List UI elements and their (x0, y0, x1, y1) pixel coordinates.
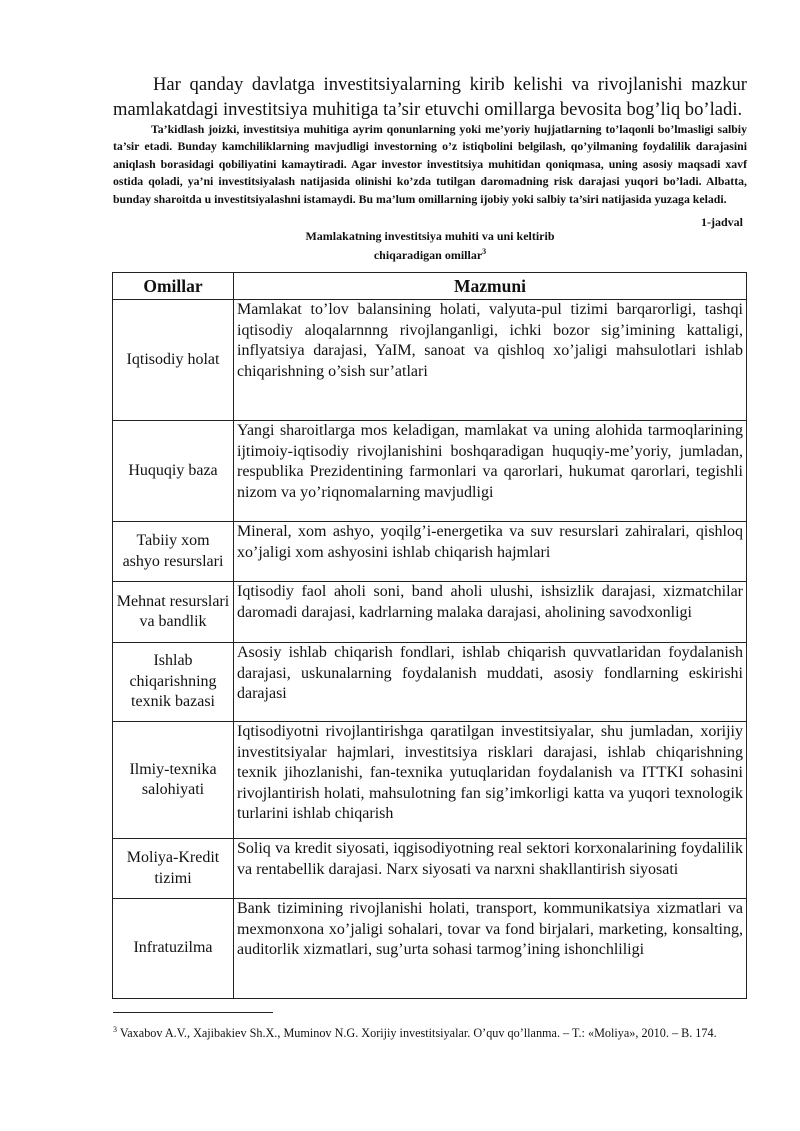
footnote-mark: 3 (113, 1025, 117, 1034)
table-row (113, 421, 747, 522)
table-row (113, 839, 747, 899)
intro-paragraph: Har qanday davlatga investitsiyalarning kirib kelishi va rivojlanishi mazkur mamlakatdagi investitsiya muhitiga ta’sir etuvchi omillarga bevosita bog’liq bo’ladi. (113, 74, 747, 120)
footnote-divider (113, 1012, 273, 1013)
factor-content: Bank tizimining rivojlanishi holati, transport, kommunikatsiya xizmatlari va mexmonxona xo’jaligi sohalari, tovar va fond birjalari, marketing, konsalting, auditorlik xizmatlari, sug’urta sohasi tarmog’ining ishonchliligi (234, 899, 747, 999)
table-row (113, 722, 747, 839)
factor-name: Ilmiy-texnika salohiyati (113, 722, 234, 839)
table-row (113, 522, 747, 582)
factor-name: Infratuzilma (113, 899, 234, 999)
factor-content: Iqtisodiy faol aholi soni, band aholi ulushi, ishsizlik darajasi, xizmatchilar daromadi darajasi, kadrlarning malaka darajasi, aholining savodxonligi (234, 582, 747, 643)
table-header-row (113, 273, 747, 300)
factor-name: Huquqiy baza (113, 421, 234, 522)
table-title-line2: chiqaradigan omillar (373, 248, 483, 262)
footnote (113, 1020, 747, 1043)
factor-name: Ishlab chiqarishning texnik bazasi (113, 643, 234, 722)
factor-content: Mamlakat to’lov balansining holati, valyuta-pul tizimi barqarorligi, tashqi iqtisodiy aloqalarnnng rivojlanganligi, ichki bozor sig’imining kattaligi, inflyatsiya darajasi, YaIM, sanoat va qishloq xo’jaligi mahsulotlari ishlab chiqarishning o’sish sur’atlari (234, 300, 747, 421)
factor-name: Tabiiy xom ashyo resurslari (113, 522, 234, 582)
footnote-text: Vaxabov A.V., Xajibakiev Sh.X., Muminov N.G. Xorijiy investitsiyalar. O’quv qo’llanma. – T.: «Moliya», 2010. – B. 174. (119, 1026, 717, 1041)
table-row (113, 300, 747, 421)
factor-name: Moliya-Kredit tizimi (113, 839, 234, 899)
bold-paragraph: Ta’kidlash joizki, investitsiya muhitiga ayrim qonunlarning yoki me’yoriy hujjatlarning to’laqonli bo’lmasligi salbiy ta’sir etadi. Bunday kamchiliklarning mavjudligi investorning o’z istiqbolini belgilash, qo’yilmaning foydalilik darajasini aniqlash borasidagi qobiliyatini kamaytiradi. Agar investor investitsiya muhitidan qoniqmasa, uning asosiy maqsadi xavf ostida qoladi, ya’ni investitsiyalash natijasida olinishi ko’zda tutilgan daromadning risk darajasi yuqori bo’ladi. Albatta, bunday sharoitda u investitsiyalashni istamaydi. Bu ma’lum omillarning ijobiy yoki salbiy ta’siri natijasida yuzaga keladi. (113, 122, 747, 206)
table-row (113, 899, 747, 999)
factor-content: Iqtisodiyotni rivojlantirishga qaratilgan investitsiyalar, shu jumladan, xorijiy investitsiyalar hajmlari, investitsiya risklari darajasi, ishlab chiqarishning texnik jihozlanishi, fan-texnika yutuqlaridan foydalanish va ITTKI sohasini rivojlantirish holati, mahsulotning fan sig’imkorligi katta va yuqori texnologik turlarini ishlab chiqarish (234, 722, 747, 839)
factors-table (112, 272, 747, 999)
factor-content: Soliq va kredit siyosati, iqgisodiyotning real sektori korxonalarining foydalilik va rentabellik darajasi. Narx siyosati va narxni shakllantirish siyosati (234, 839, 747, 899)
factor-content: Mineral, xom ashyo, yoqilg’i-energetika va suv resurslari zahiralari, qishloq xo’jaligi xom ashyosini ishlab chiqarish hajmlari (234, 522, 747, 582)
factor-content: Yangi sharoitlarga mos keladigan, mamlakat va uning alohida tarmoqlarining ijtimoiy-iqtisodiy rivojlanishini boshqaradigan huquqiy-me’yoriy, jumladan, respublika Prezidentining farmonlari va qarorlari, hukumat qarorlari, tegishli nizom va yo’riqnomalarning mavjudligi (234, 421, 747, 522)
factor-content: Asosiy ishlab chiqarish fondlari, ishlab chiqarish quvvatlaridan foydalanish darajasi, uskunalarning foydalanish muddati, asosiy fondlarning eskirishi darajasi (234, 643, 747, 722)
header-factors: Omillar (113, 273, 234, 300)
table-row (113, 643, 747, 722)
footnote-reference: 3 (482, 247, 487, 256)
header-content: Mazmuni (234, 273, 747, 300)
table-number: 1-jadval (701, 215, 743, 229)
table-title-line1: Mamlakatning investitsiya muhiti va uni keltirib (305, 229, 555, 243)
table-row (113, 582, 747, 643)
factor-name: Iqtisodiy holat (113, 300, 234, 421)
factor-name: Mehnat resurslari va bandlik (113, 582, 234, 643)
table-title (113, 229, 747, 263)
